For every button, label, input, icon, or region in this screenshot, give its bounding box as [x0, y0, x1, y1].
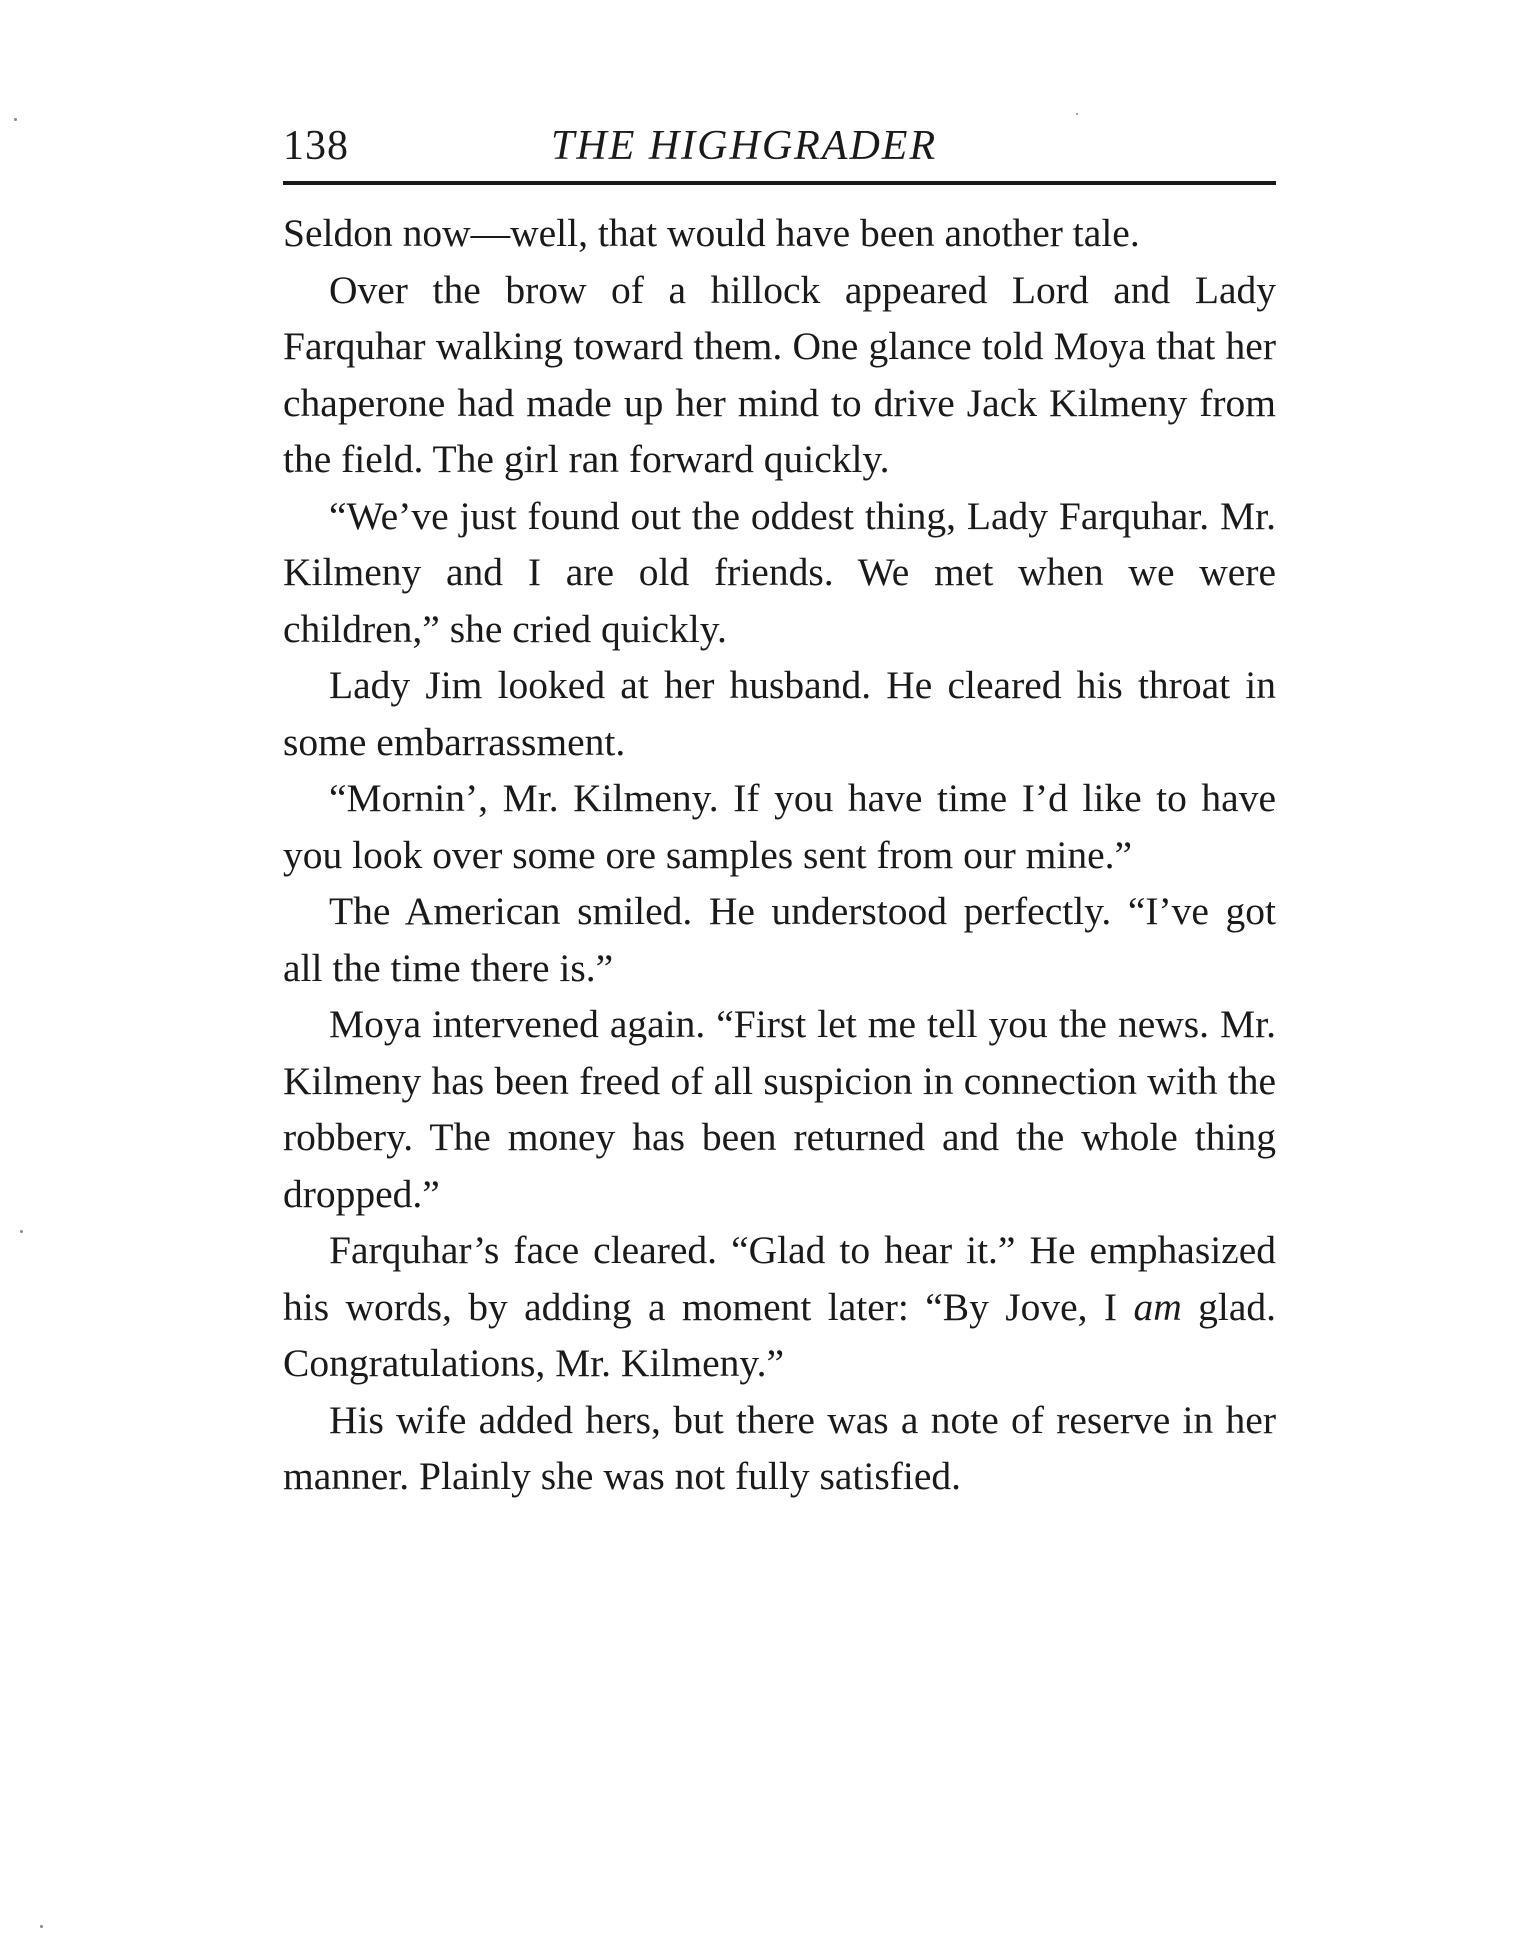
paragraph-8-emphasis: am: [1133, 1284, 1182, 1329]
paragraph-7: Moya intervened again. “First let me tell you the news. Mr. Kilmeny has been freed of all suspicion in connection with the robbery. The money has been returned and the whole thing dropped.”: [283, 1002, 1276, 1216]
paragraph-8-text-after: glad. Congratulations, Mr. Kilmeny.”: [283, 1284, 1277, 1385]
body-text: [283, 205, 1276, 1505]
paper-speck: [20, 1230, 23, 1233]
paragraph-9: His wife added hers, but there was a note of reserve in her manner. Plainly she was not fully satisfied.: [283, 1397, 1276, 1498]
header-rule: [283, 181, 1276, 185]
paper-speck: [40, 1925, 43, 1928]
paper-speck: [14, 118, 17, 121]
paragraph-8-text-before: Farquhar’s face cleared. “Glad to hear it.” He emphasized his words, by adding a moment later: “By Jove, I: [283, 1228, 1276, 1329]
paragraph-5: “Mornin’, Mr. Kilmeny. If you have time I’d like to have you look over some ore samples sent from our mine.”: [283, 776, 1276, 877]
page-header: [283, 122, 1276, 178]
paragraph-2: Over the brow of a hillock appeared Lord and Lady Farquhar walking toward them. One glance told Moya that her chaperone had made up her mind to drive Jack Kilmeny from the field. The girl ran forward quickly.: [283, 267, 1276, 481]
running-title: THE HIGHGRADER: [551, 123, 938, 169]
paragraph-4: Lady Jim looked at her husband. He cleared his throat in some embarrassment.: [283, 663, 1276, 764]
page-number: 138: [283, 123, 349, 169]
paragraph-6: The American smiled. He understood perfectly. “I’ve got all the time there is.”: [283, 889, 1276, 990]
paragraph-1: Seldon now—well, that would have been another tale.: [283, 211, 1140, 255]
paragraph-8: [283, 1222, 1276, 1392]
paragraph-3: “We’ve just found out the oddest thing, Lady Farquhar. Mr. Kilmeny and I are old friends. We met when we were children,” she cried quickly.: [283, 493, 1276, 651]
paper-speck: [1076, 113, 1078, 115]
